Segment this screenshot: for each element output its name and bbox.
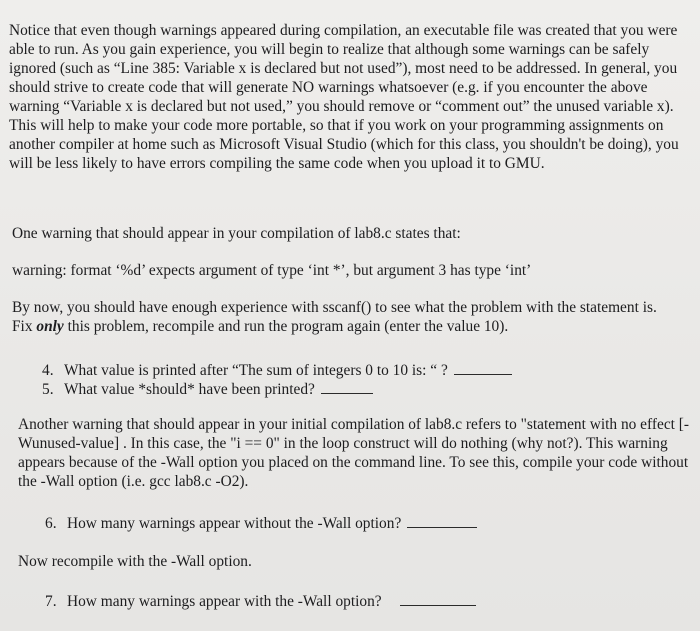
question-number: 4. (42, 362, 54, 379)
question-text: How many warnings appear with the -Wall option? (67, 593, 382, 610)
unused-value-paragraph: Another warning that should appear in your initial compilation of lab8.c refers to "statement with no effect [-Wunused-value] . In this case, the "i == 0" in the loop construct will do nothing (why not?). This warning appears because of the -Wall option you placed on the command line. To see this, compile your code without the -Wall option (i.e. gcc lab8.c -O2). (18, 416, 690, 490)
recompile-text: Now recompile with the -Wall option. (18, 553, 252, 570)
answer-blank (454, 373, 512, 375)
fix-paragraph-before: By now, you should have enough experience with sscanf() to see what the problem with the statement is. Fix (12, 299, 657, 335)
question-number: 6. (45, 515, 57, 532)
answer-blank (407, 526, 477, 528)
fix-paragraph (12, 298, 672, 336)
answer-blank (400, 604, 476, 606)
question-text: What value *should* have been printed? (64, 381, 315, 398)
question-5 (42, 380, 373, 399)
warning-intro: One warning that should appear in your compilation of lab8.c states that: (12, 225, 461, 242)
question-number: 7. (45, 593, 57, 610)
fix-paragraph-emphasis: only (36, 318, 64, 335)
question-text: How many warnings appear without the -Wall option? (67, 515, 402, 532)
answer-blank (321, 392, 373, 394)
question-6 (45, 514, 477, 533)
question-7 (45, 592, 476, 611)
intro-paragraph: Notice that even though warnings appeared during compilation, an executable file was created that you were able to run. As you gain experience, you will begin to realize that although some warnings can be safely ignored (such as “Line 385: Variable x is declared but not used”), most need to be addressed. In general, you should strive to create code that will generate NO warnings whatsoever (e.g. if you encounter the above warning “Variable x is declared but not used,” you should remove or “comment out” the unused variable x). This will help to make your code more portable, so that if you work on your programming assignments on another compiler at home such as Microsoft Visual Studio (which for this class, you shouldn't be doing), you will be less likely to have errors compiling the same code when you upload it to GMU. (9, 22, 679, 172)
fix-paragraph-after: this problem, recompile and run the program again (enter the value 10). (63, 318, 509, 335)
warning-text: warning: format ‘%d’ expects argument of type ‘int *’, but argument 3 has type ‘int’ (12, 262, 532, 279)
question-text: What value is printed after “The sum of integers 0 to 10 is: “ ? (64, 362, 448, 379)
question-4 (42, 361, 512, 380)
question-number: 5. (42, 381, 54, 398)
